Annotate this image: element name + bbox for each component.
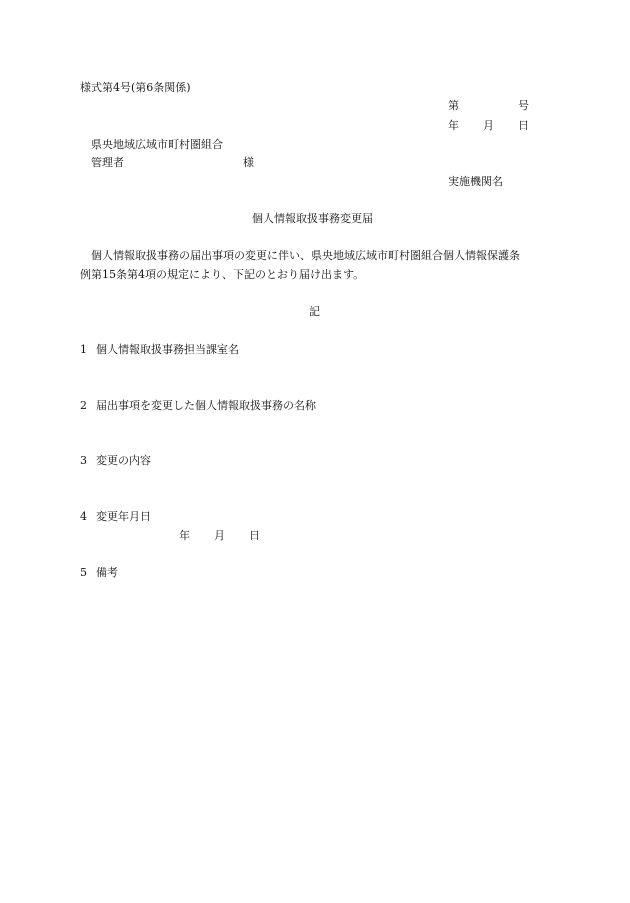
change-date-day: 日 — [249, 529, 260, 542]
item-label: 個人情報取扱事務担当課室名 — [96, 343, 239, 356]
document-title: 個人情報取扱事務変更届 — [252, 212, 373, 225]
change-date-month: 月 — [214, 529, 225, 542]
implementer-label: 実施機関名 — [448, 175, 503, 188]
addressee-title: 管理者 — [91, 156, 124, 169]
date-month: 月 — [483, 119, 494, 132]
date-day: 日 — [518, 119, 529, 132]
body-line-1: 個人情報取扱事務の届出事項の変更に伴い、県央地域広域市町村圏組合個人情報保護条 — [91, 249, 520, 262]
item-number: 1 — [80, 343, 87, 356]
date-year: 年 — [448, 119, 459, 132]
number-go: 号 — [518, 99, 529, 112]
addressee-organization: 県央地域広域市町村圏組合 — [91, 138, 223, 151]
addressee-honorific: 様 — [243, 156, 254, 169]
ki-label: 記 — [309, 305, 320, 318]
item-number: 4 — [80, 510, 87, 523]
item-label: 変更の内容 — [96, 454, 151, 467]
number-dai: 第 — [448, 99, 459, 112]
item-number: 3 — [80, 454, 87, 467]
change-date-year: 年 — [179, 529, 190, 542]
item-label: 変更年月日 — [96, 510, 151, 523]
form-label: 様式第4号(第6条関係) — [80, 81, 191, 94]
item-label: 備考 — [96, 566, 118, 579]
item-label: 届出事項を変更した個人情報取扱事務の名称 — [96, 399, 316, 412]
item-number: 5 — [80, 566, 87, 579]
item-number: 2 — [80, 399, 87, 412]
body-line-2: 例第15条第4項の規定により、下記のとおり届け出ます。 — [80, 268, 365, 281]
